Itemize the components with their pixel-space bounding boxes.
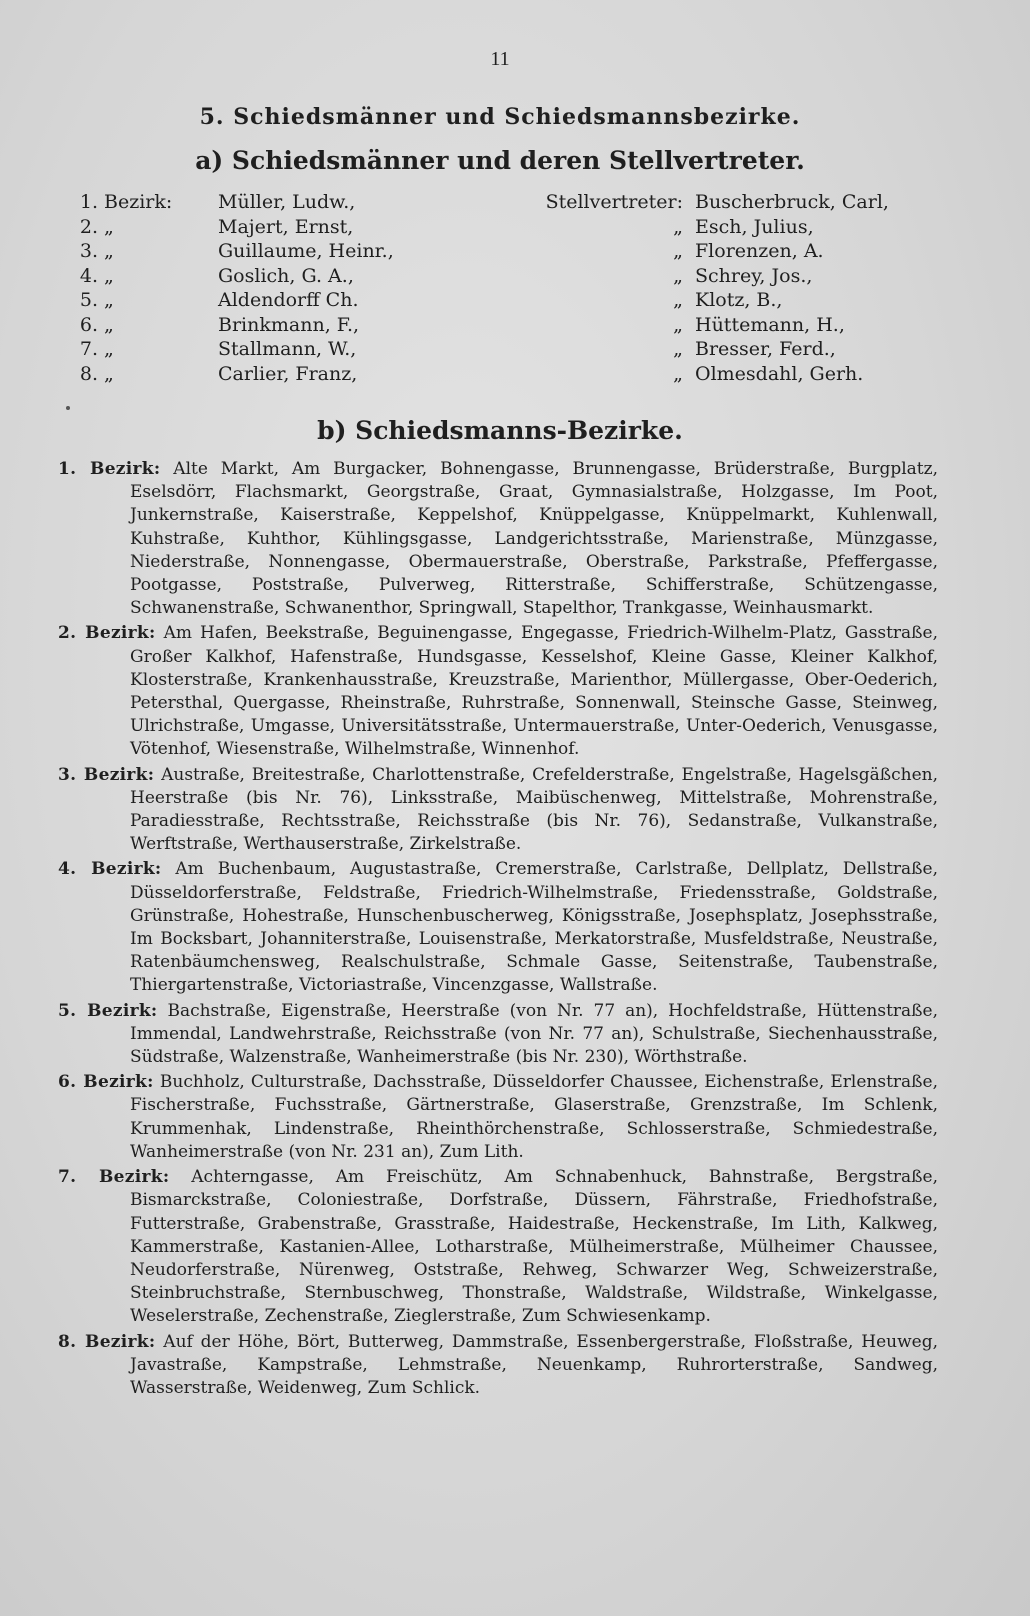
page-number: 11 [490,48,510,70]
row-number: 1. [79,191,98,213]
arbitrator-name: Stallmann, W., [218,338,357,360]
district-heading: 4. Bezirk: [58,859,162,880]
bezirk-label: „ [104,240,114,262]
arbitrator-name: Majert, Ernst, [218,215,354,238]
row-number: 8. [79,362,98,385]
arbitrator-name: Carlier, Franz, [218,362,358,385]
district-paragraph [58,1071,938,1164]
deputy-label: „ [673,215,683,238]
row-number: 5. [79,289,98,311]
bezirk-label: „ [104,313,114,336]
arbitrator-row [70,264,970,289]
arbitrator-name: Brinkmann, F., [218,313,360,336]
arbitrator-row [70,239,970,264]
district-heading: 5. Bezirk: [58,1000,158,1021]
arbitrator-name: Müller, Ludw., [218,191,356,213]
district-list [58,458,938,1402]
district-heading: 7. Bezirk: [58,1167,170,1188]
bezirk-label: „ [104,362,114,385]
section-title: 5. Schiedsmänner und Schiedsmannsbezirke. [199,104,801,130]
district-heading: 3. Bezirk: [58,764,155,785]
deputy-label: „ [673,338,683,360]
deputy-name: Schrey, Jos., [695,264,813,287]
arbitrator-row [70,288,970,313]
deputy-label: „ [673,289,683,311]
arbitrators-table [70,190,970,386]
subsection-a-heading: a) Schiedsmänner und deren Stellvertreter. [195,146,805,175]
district-paragraph [58,1000,938,1070]
arbitrator-name: Goslich, G. A., [218,264,354,287]
deputy-name: Hüttemann, H., [695,313,845,336]
row-number: 2. [79,215,98,238]
arbitrator-row [70,313,970,338]
arbitrator-row [70,215,970,240]
arbitrator-row [70,362,970,387]
bezirk-label: „ [104,289,114,311]
bezirk-label: „ [104,338,114,360]
district-paragraph [58,1166,938,1328]
district-streets: Auf der Höhe, Bört, Butterweg, Dammstraße, Essenbergerstraße, Floßstraße, Heuweg, Javastraße, Kampstraße, Lehmstraße, Neuenkamp, Ruhrorterstraße, Sandweg, Wasserstraße, Weidenweg, Zum Schlick. [130,1331,938,1398]
district-heading: 8. Bezirk: [58,1331,156,1352]
deputy-name: Florenzen, A. [695,240,824,262]
deputy-name: Esch, Julius, [695,215,814,238]
arbitrator-row [70,190,970,215]
deputy-label: „ [673,362,683,385]
district-streets: Austraße, Breitestraße, Charlottenstraße, Crefelderstraße, Engelstraße, Hagelsgäßchen, Heerstraße (bis Nr. 76), Linksstraße, Maibüschenweg, Mittelstraße, Mohrenstraße, Paradiesstraße, Rechtsstraße, Reichsstraße (bis Nr. 76), Sedanstraße, Vulkanstraße, Werftstraße, Werthauserstraße, Zirkelstraße. [130,764,938,855]
deputy-name: Klotz, B., [695,289,783,311]
bezirk-label: Bezirk: [104,191,173,213]
subsection-b-heading: b) Schiedsmanns-Bezirke. [317,416,683,445]
deputy-name: Olmesdahl, Gerh. [695,362,864,385]
district-streets: Achterngasse, Am Freischütz, Am Schnabenhuck, Bahnstraße, Bergstraße, Bismarckstraße, Coloniestraße, Dorfstraße, Düssern, Fährstraße, Friedhofstraße, Futterstraße, Grabenstraße, Grasstraße, Haidestraße, Heckenstraße, Im Lith, Kalkweg, Kammerstraße, Kastanien-Allee, Lotharstraße, Mülheimerstraße, Mülheimer Chaussee, Neudorferstraße, Nürenweg, Oststraße, Rehweg, Schwarzer Weg, Schweizerstraße, Steinbruchstraße, Sternbuschweg, Thonstraße, Waldstraße, Wildstraße, Winkelgasse, Weselerstraße, Zechenstraße, Zieglerstraße, Zum Schwiesenkamp. [130,1167,938,1327]
ink-speck [66,406,70,410]
district-streets: Buchholz, Culturstraße, Dachsstraße, Düsseldorfer Chaussee, Eichenstraße, Erlenstraße, Fischerstraße, Fuchsstraße, Gärtnerstraße, Glaserstraße, Grenzstraße, Im Schlenk, Krummenhak, Lindenstraße, Rheinthörchenstraße, Schlosserstraße, Schmiedestraße, Wanheimerstraße (von Nr. 231 an), Zum Lith. [130,1072,938,1162]
deputy-label: „ [673,240,683,262]
district-heading: 6. Bezirk: [58,1072,154,1093]
district-heading: 1. Bezirk: [58,459,161,479]
arbitrator-name: Aldendorff Ch. [218,289,359,311]
district-heading: 2. Bezirk: [58,623,156,644]
bezirk-label: „ [104,264,114,287]
deputy-label: „ [673,313,683,336]
district-paragraph [58,622,938,761]
deputy-label: „ [673,264,683,287]
district-streets: Am Buchenbaum, Augustastraße, Cremerstraße, Carlstraße, Dellplatz, Dellstraße, Düsseldorferstraße, Feldstraße, Friedrich-Wilhelmstraße, Friedensstraße, Goldstraße, Grünstraße, Hohestraße, Hunschenbuscherweg, Königsstraße, Josephsplatz, Josephsstraße, Im Bocksbart, Johanniterstraße, Louisenstraße, Merkatorstraße, Musfeldstraße, Neustraße, Ratenbäumchensweg, Realschulstraße, Schmale Gasse, Seitenstraße, Taubenstraße, Thiergartenstraße, Victoriastraße, Vincenzgasse, Wallstraße. [130,859,938,996]
district-paragraph [58,458,938,620]
arbitrator-name: Guillaume, Heinr., [218,240,394,262]
deputy-name: Bresser, Ferd., [695,338,836,360]
row-number: 4. [79,264,98,287]
district-paragraph [58,764,938,857]
bezirk-label: „ [104,215,114,238]
deputy-name: Buscherbruck, Carl, [695,191,889,213]
row-number: 7. [79,338,98,360]
district-streets: Alte Markt, Am Burgacker, Bohnengasse, Brunnengasse, Brüderstraße, Burgplatz, Eselsdörr, Flachsmarkt, Georgstraße, Graat, Gymnasialstraße, Holzgasse, Im Poot, Junkernstraße, Kaiserstraße, Keppelshof, Knüppelgasse, Knüppelmarkt, Kuhlenwall, Kuhstraße, Kuhthor, Kühlingsgasse, Landgerichtsstraße, Marienstraße, Münzgasse, Niederstraße, Nonnengasse, Obermauerstraße, Oberstraße, Parkstraße, Pfeffergasse, Pootgasse, Poststraße, Pulverweg, Ritterstraße, Schifferstraße, Schützengasse, Schwanenstraße, Schwanenthor, Springwall, Stapelthor, Trankgasse, Weinhausmarkt. [130,459,938,619]
row-number: 6. [79,313,98,336]
arbitrator-row [70,337,970,362]
district-streets: Am Hafen, Beekstraße, Beguinengasse, Engegasse, Friedrich-Wilhelm-Platz, Gasstraße, Großer Kalkhof, Hafenstraße, Hundsgasse, Kesselshof, Kleine Gasse, Kleiner Kalkhof, Klosterstraße, Krankenhausstraße, Kreuzstraße, Marienthor, Müllergasse, Ober-Oederich, Petersthal, Quergasse, Rheinstraße, Ruhrstraße, Sonnenwall, Steinsche Gasse, Steinweg, Ulrichstraße, Umgasse, Universitätsstraße, Untermauerstraße, Unter-Oederich, Venusgasse, Vötenhof, Wiesenstraße, Wilhelmstraße, Winnenhof. [130,623,938,760]
district-streets: Bachstraße, Eigenstraße, Heerstraße (von Nr. 77 an), Hochfeldstraße, Hüttenstraße, Immendal, Landwehrstraße, Reichsstraße (von Nr. 77 an), Schulstraße, Siechenhausstraße, Südstraße, Walzenstraße, Wanheimerstraße (bis Nr. 230), Wörthstraße. [130,1000,938,1068]
deputy-label: Stellvertreter: [545,191,683,213]
district-paragraph [58,858,938,997]
row-number: 3. [79,240,98,262]
district-paragraph [58,1331,938,1401]
